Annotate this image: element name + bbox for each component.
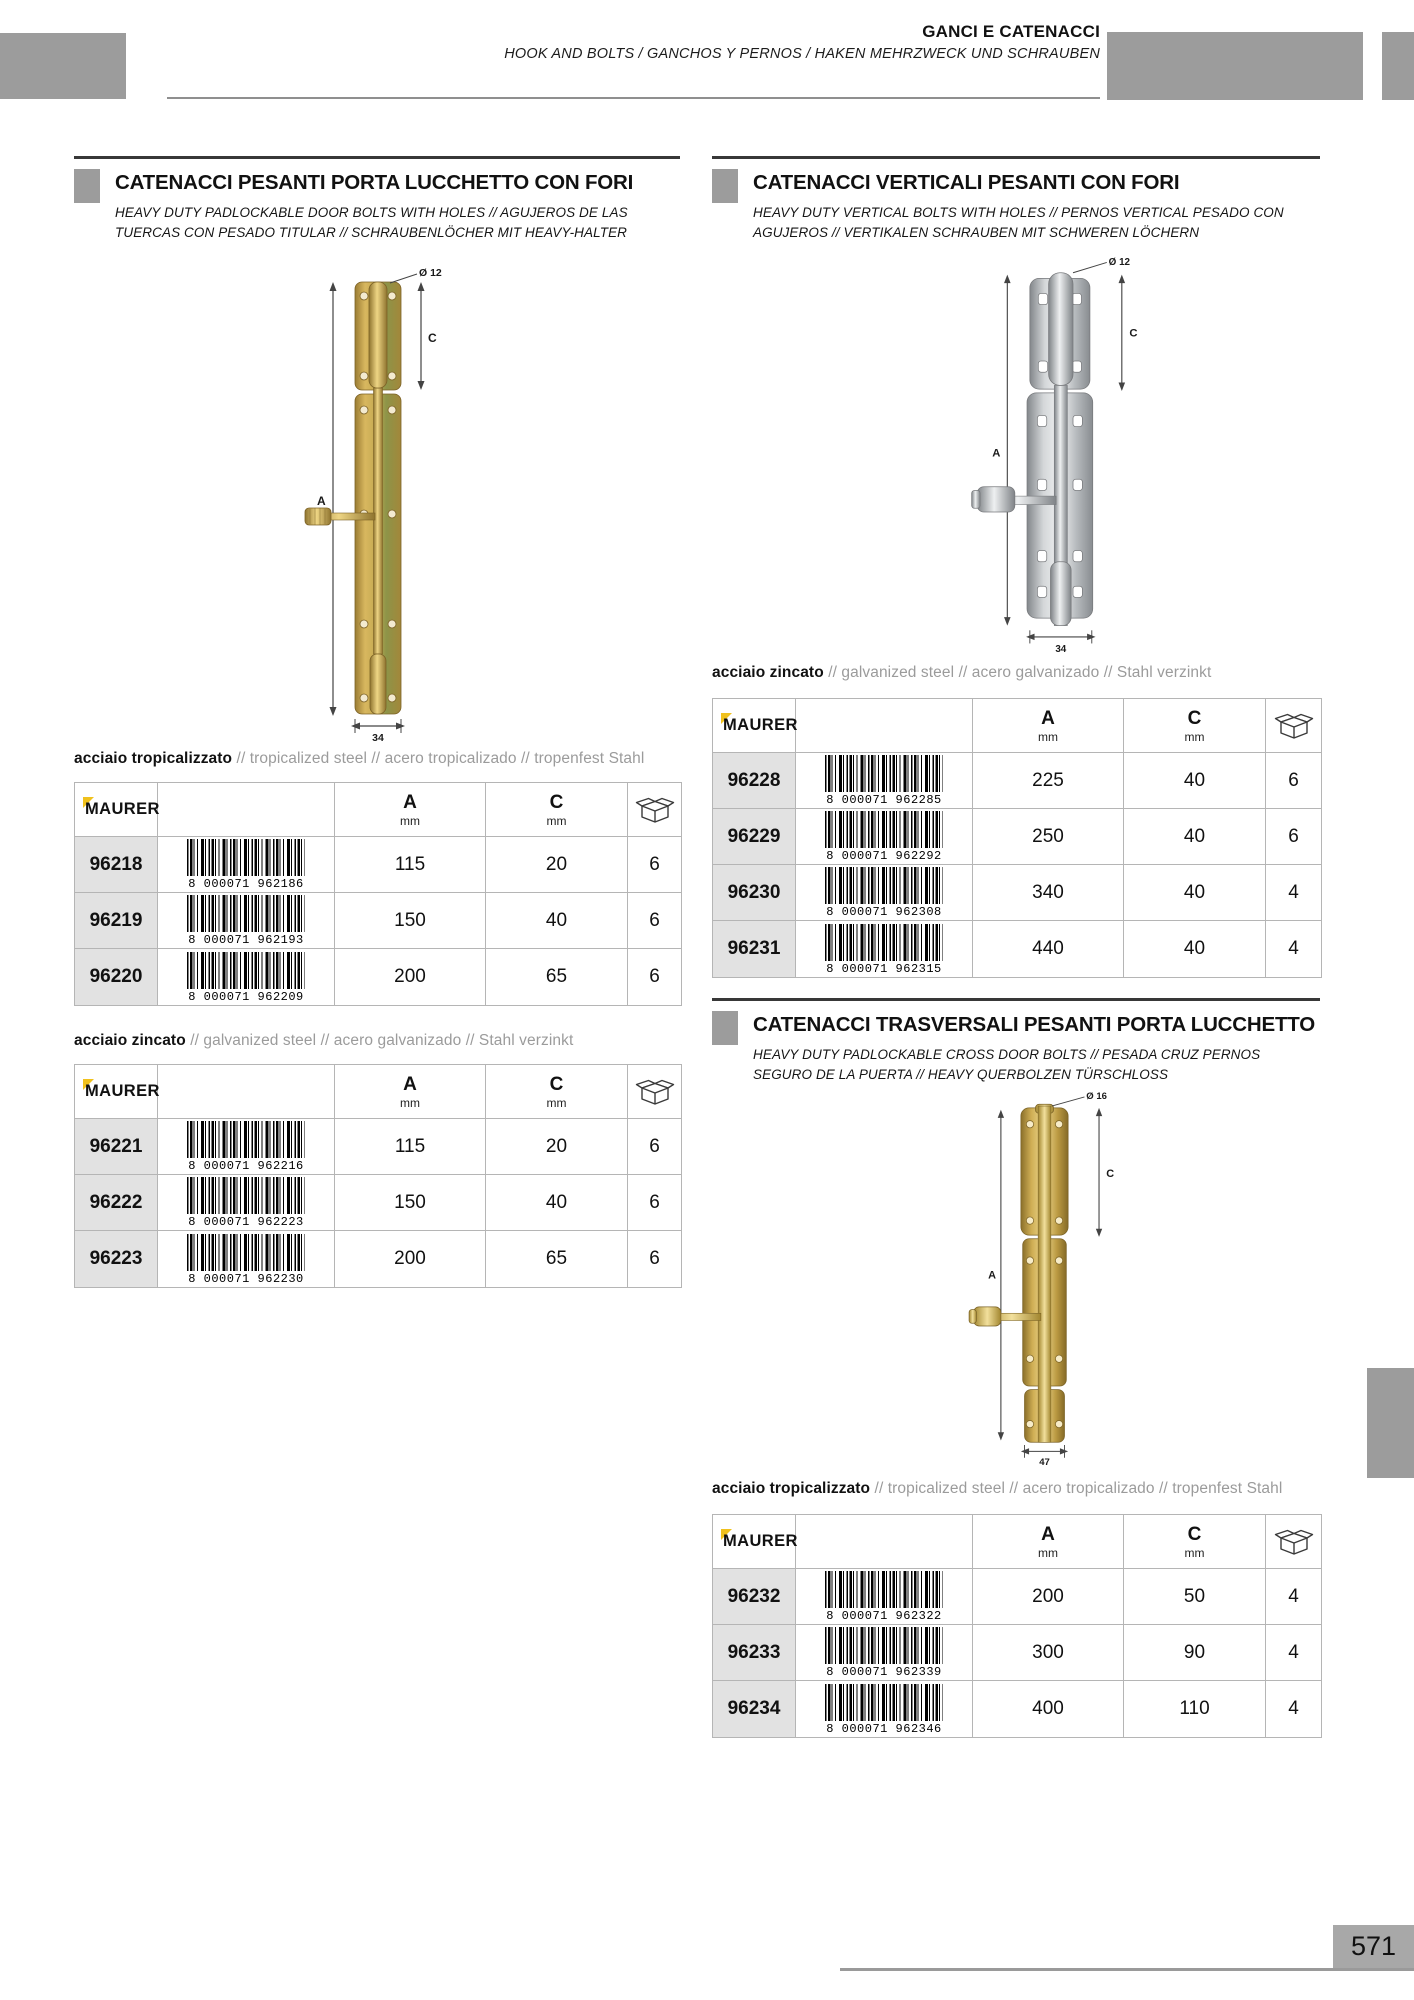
dim-c-value: 90 [1124, 1625, 1266, 1681]
dimension-a-arrow [988, 1110, 1004, 1441]
barcode-stripes [187, 1121, 305, 1158]
barcode-header-cell [796, 1515, 973, 1569]
barcode: 8 000071 962193 [158, 893, 335, 949]
section-subtitle: HEAVY DUTY VERTICAL BOLTS WITH HOLES // PERNOS VERTICAL PESADO CON AGUJEROS // VERTIKALEN SCHRAUBEN MIT SCHWEREN LÖCHERN [753, 205, 1284, 241]
dim-a-value: 225 [973, 753, 1124, 809]
dim-c-value: 40 [1124, 809, 1266, 865]
dim-c-value: 65 [486, 949, 628, 1005]
maurer-logo: MAURER [75, 1065, 158, 1119]
product-code: 96230 [713, 865, 796, 921]
dimension-diameter-label [390, 267, 442, 283]
pack-qty: 4 [1266, 865, 1321, 921]
dimension-c-arrow [418, 282, 438, 390]
barcode: 8 000071 962315 [796, 921, 973, 977]
product-photo-tropicalized-bolt [293, 262, 473, 742]
dim-a-value: 400 [973, 1681, 1124, 1737]
dim-a-value: 300 [973, 1625, 1124, 1681]
dimension-diameter-label [1052, 1091, 1107, 1106]
dim-c-value: 20 [486, 1119, 628, 1175]
pack-qty: 6 [1266, 809, 1321, 865]
dim-a-value: 200 [973, 1569, 1124, 1625]
col-a-header: A mm [973, 1515, 1124, 1569]
maurer-logo: MAURER [75, 783, 158, 837]
pack-qty: 6 [628, 837, 681, 893]
dim-c-value: 65 [486, 1231, 628, 1287]
col-c-header: C mm [486, 783, 628, 837]
product-photo-brass-bolt [950, 1086, 1159, 1466]
dimension-a-arrow [317, 282, 337, 716]
barcode-stripes [825, 867, 943, 904]
material-name: acciaio zincato [712, 664, 824, 681]
barcode: 8 000071 962216 [158, 1119, 335, 1175]
dim-c-value: 110 [1124, 1681, 1266, 1737]
material-line [74, 1032, 573, 1050]
pack-qty: 6 [628, 1231, 681, 1287]
section-catenacci-pesanti [74, 156, 680, 244]
dim-c-value: 40 [1124, 753, 1266, 809]
barcode-stripes [825, 1571, 943, 1608]
barcode-stripes [187, 952, 305, 989]
dim-c-value: 40 [486, 893, 628, 949]
section-marker [712, 169, 738, 203]
dimension-width-arrow [1021, 1445, 1068, 1466]
dimension-diameter-label [1073, 257, 1131, 273]
section-title: CATENACCI PESANTI PORTA LUCCHETTO CON FORI [115, 171, 634, 194]
section-catenacci-trasversali [712, 998, 1320, 1086]
svg-text:A: A [317, 494, 326, 508]
barcode: 8 000071 962322 [796, 1569, 973, 1625]
material-name: acciaio tropicalizzato [74, 750, 233, 767]
product-code: 96229 [713, 809, 796, 865]
dim-a-value: 250 [973, 809, 1124, 865]
header-gray-block-left [0, 33, 126, 99]
barcode: 8 000071 962186 [158, 837, 335, 893]
barcode-stripes [187, 839, 305, 876]
section-marker [712, 1011, 738, 1045]
material-translations: // galvanized steel // acero galvanizado // Stahl verzinkt [828, 664, 1212, 681]
section-marker [74, 169, 100, 203]
col-a-header: A mm [335, 783, 486, 837]
page-edge-tab [1367, 1368, 1414, 1478]
svg-text:Ø 16: Ø 16 [1086, 1090, 1107, 1102]
pack-qty: 6 [628, 949, 681, 1005]
section-rule [712, 156, 1320, 159]
svg-text:47: 47 [1039, 1457, 1050, 1466]
package-icon [1266, 699, 1321, 753]
barcode-stripes [825, 811, 943, 848]
product-code: 96234 [713, 1681, 796, 1737]
package-icon [1266, 1515, 1321, 1569]
pack-qty: 6 [1266, 753, 1321, 809]
dim-a-value: 150 [335, 1175, 486, 1231]
page-subtitle: HOOK AND BOLTS / GANCHOS Y PERNOS / HAKEN MEHRZWECK UND SCHRAUBEN [504, 46, 1100, 62]
bolt-body [969, 1104, 1068, 1442]
section-catenacci-verticali [712, 156, 1320, 244]
barcode-stripes [825, 755, 943, 792]
barcode-header-cell [158, 1065, 335, 1119]
svg-text:Ø 12: Ø 12 [1108, 257, 1131, 269]
dim-c-value: 40 [486, 1175, 628, 1231]
barcode-stripes [187, 1177, 305, 1214]
pack-qty: 4 [1266, 1681, 1321, 1737]
section-subtitle: HEAVY DUTY PADLOCKABLE CROSS DOOR BOLTS // PESADA CRUZ PERNOS SEGURO DE LA PUERTA // HEAVY QUERBOLZEN TÜRSCHLOSS [753, 1047, 1261, 1083]
maurer-logo: MAURER [713, 699, 796, 753]
product-code: 96233 [713, 1625, 796, 1681]
col-a-header: A mm [335, 1065, 486, 1119]
col-c-header: C mm [1124, 699, 1266, 753]
barcode-header-cell [796, 699, 973, 753]
dimension-c-arrow [1119, 275, 1138, 391]
product-table-tropicalized-right [712, 1514, 1322, 1738]
dim-c-value: 40 [1124, 865, 1266, 921]
package-icon [628, 1065, 681, 1119]
material-line [712, 1480, 1282, 1498]
product-table-zincato-left [74, 1064, 682, 1288]
material-line [74, 750, 644, 768]
pack-qty: 6 [628, 1175, 681, 1231]
svg-text:C: C [1129, 327, 1138, 340]
page-header [340, 22, 1100, 62]
page-title: GANCI E CATENACCI [922, 22, 1100, 41]
barcode-stripes [825, 924, 943, 961]
section-rule [74, 156, 680, 159]
header-gray-block-edge [1382, 32, 1414, 100]
material-name: acciaio tropicalizzato [712, 1480, 871, 1497]
footer-rule [840, 1968, 1414, 1971]
material-translations: // galvanized steel // acero galvanizado // Stahl verzinkt [190, 1032, 574, 1049]
section-rule [712, 998, 1320, 1001]
barcode: 8 000071 962209 [158, 949, 335, 1005]
package-icon [628, 783, 681, 837]
barcode: 8 000071 962285 [796, 753, 973, 809]
material-name: acciaio zincato [74, 1032, 186, 1049]
dim-a-value: 440 [973, 921, 1124, 977]
dimension-a-arrow [992, 275, 1010, 626]
page-number: 571 [1350, 1931, 1397, 1961]
barcode-header-cell [158, 783, 335, 837]
svg-text:C: C [428, 331, 437, 345]
svg-text:C: C [1106, 1167, 1115, 1180]
col-c-header: C mm [1124, 1515, 1266, 1569]
dim-c-value: 50 [1124, 1569, 1266, 1625]
product-code: 96223 [75, 1231, 158, 1287]
header-gray-block-right [1107, 32, 1363, 100]
svg-text:Ø 12: Ø 12 [419, 267, 442, 279]
maurer-logo: MAURER [713, 1515, 796, 1569]
product-table-zincato-right [712, 698, 1322, 978]
section-subtitle: HEAVY DUTY PADLOCKABLE DOOR BOLTS WITH HOLES // AGUJEROS DE LAS TUERCAS CON PESADO TITULAR // SCHRAUBENLÖCHER MIT HEAVY-HALTER [115, 205, 628, 241]
barcode: 8 000071 962339 [796, 1625, 973, 1681]
material-translations: // tropicalized steel // acero tropicalizado // tropenfest Stahl [236, 750, 645, 767]
header-rule [167, 97, 1100, 99]
dim-c-value: 20 [486, 837, 628, 893]
pack-qty: 4 [1266, 1625, 1321, 1681]
pack-qty: 4 [1266, 921, 1321, 977]
dimension-c-arrow [1096, 1108, 1114, 1237]
dim-a-value: 340 [973, 865, 1124, 921]
svg-text:A: A [988, 1269, 997, 1282]
dim-a-value: 150 [335, 893, 486, 949]
barcode: 8 000071 962308 [796, 865, 973, 921]
col-a-header: A mm [973, 699, 1124, 753]
page-number-badge [1333, 1925, 1414, 1968]
dimension-width-arrow [1026, 630, 1095, 654]
product-table-tropicalized [74, 782, 682, 1006]
section-title: CATENACCI VERTICALI PESANTI CON FORI [753, 171, 1180, 194]
barcode-stripes [187, 895, 305, 932]
pack-qty: 6 [628, 893, 681, 949]
section-title: CATENACCI TRASVERSALI PESANTI PORTA LUCCHETTO [753, 1013, 1315, 1036]
barcode-stripes [825, 1627, 943, 1664]
barcode: 8 000071 962223 [158, 1175, 335, 1231]
pack-qty: 6 [628, 1119, 681, 1175]
product-code: 96219 [75, 893, 158, 949]
product-code: 96232 [713, 1569, 796, 1625]
barcode: 8 000071 962346 [796, 1681, 973, 1737]
product-code: 96228 [713, 753, 796, 809]
product-code: 96221 [75, 1119, 158, 1175]
col-c-header: C mm [486, 1065, 628, 1119]
material-line [712, 664, 1211, 682]
dim-a-value: 115 [335, 1119, 486, 1175]
barcode: 8 000071 962292 [796, 809, 973, 865]
dim-c-value: 40 [1124, 921, 1266, 977]
product-code: 96222 [75, 1175, 158, 1231]
dim-a-value: 200 [335, 1231, 486, 1287]
bolt-body [972, 273, 1093, 626]
product-code: 96218 [75, 837, 158, 893]
barcode-stripes [187, 1234, 305, 1271]
product-photo-galvanized-bolt [936, 250, 1180, 654]
product-code: 96231 [713, 921, 796, 977]
product-code: 96220 [75, 949, 158, 1005]
barcode: 8 000071 962230 [158, 1231, 335, 1287]
dim-a-value: 200 [335, 949, 486, 1005]
pack-qty: 4 [1266, 1569, 1321, 1625]
svg-text:34: 34 [1055, 643, 1067, 654]
dimension-width-arrow [351, 719, 405, 742]
svg-text:34: 34 [372, 732, 384, 742]
barcode-stripes [825, 1684, 943, 1721]
dim-a-value: 115 [335, 837, 486, 893]
svg-text:A: A [992, 447, 1001, 460]
material-translations: // tropicalized steel // acero tropicalizado // tropenfest Stahl [874, 1480, 1283, 1497]
